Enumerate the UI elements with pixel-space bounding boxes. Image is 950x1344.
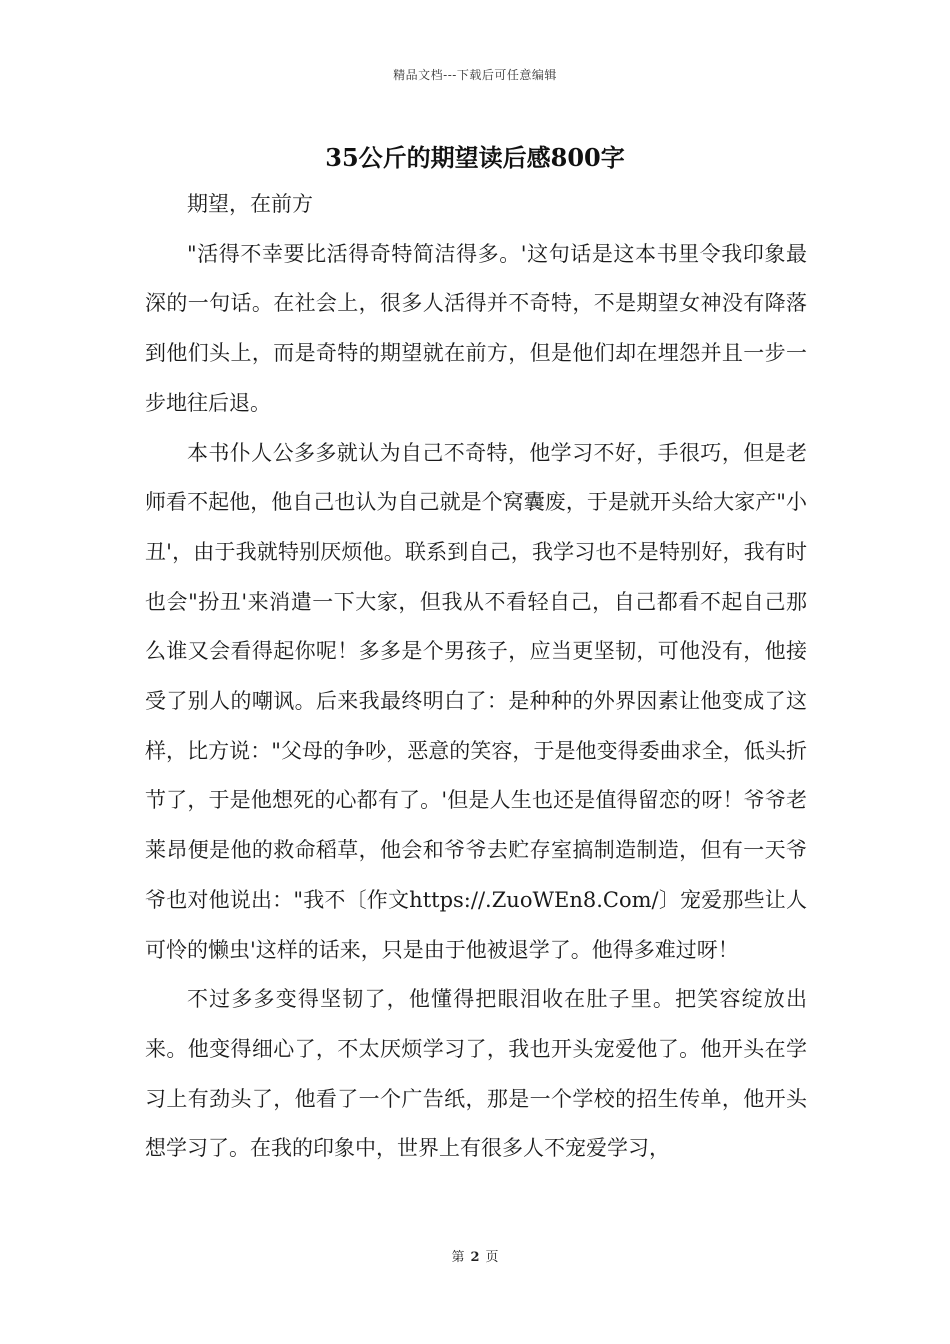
footer-prefix: 第 [451, 1250, 465, 1265]
page-header [0, 66, 950, 83]
footer-suffix: 页 [485, 1250, 499, 1265]
header-text: 精品文档---下载后可任意编辑 [393, 68, 557, 82]
page-number: 2 [470, 1250, 480, 1265]
page-footer [0, 1246, 950, 1265]
paragraph: 不过多多变得坚韧了，他懂得把眼泪收在肚子里。把笑容绽放出来。他变得细心了，不太厌烦学习了，我也开头宠爱他了。他开头在学习上有劲头了，他看了一个广告纸，那是一个学校的招生传单，他开头想学习了。在我的印象中，世界上有很多人不宠爱学习， [145, 987, 807, 1161]
paragraph: "活得不幸要比活得奇特简洁得多。'这句话是这本书里令我印象最深的一句话。在社会上，很多人活得并不奇特，不是期望女神没有降落到他们头上，而是奇特的期望就在前方，但是他们却在埋怨并且一步一步地往后退。 [145, 241, 807, 415]
paragraph-subtitle: 期望，在前方 [187, 192, 313, 216]
document-body [145, 180, 807, 1174]
paragraph: 本书仆人公多多就认为自己不奇特，他学习不好，手很巧，但是老师看不起他，他自己也认为自己就是个窝囊废，于是就开头给大家产"小丑'，由于我就特别厌烦他。联系到自己，我学习也不是特别好，我有时也会"扮丑'来消遣一下大家，但我从不看轻自己，自己都看不起自己那么谁又会看得起你呢！多多是个男孩子，应当更坚韧，可他没有，他接受了别人的嘲讽。后来我最终明白了：是种种的外界因素让他变成了这样，比方说："父母的争吵，恶意的笑容，于是他变得委曲求全，低头折节了，于是他想死的心都有了。'但是人生也还是值得留恋的呀！爷爷老莱昂便是他的救命稻草，他会和爷爷去贮存室搞制造制造，但有一天爷爷也对他说出："我不〔作文https://.ZuoWEn8.Com/〕宠爱那些让人可怜的懒虫'这样的话来，只是由于他被退学了。他得多难过呀！ [145, 440, 807, 962]
document-title: 35公斤的期望读后感800字 [325, 143, 625, 172]
